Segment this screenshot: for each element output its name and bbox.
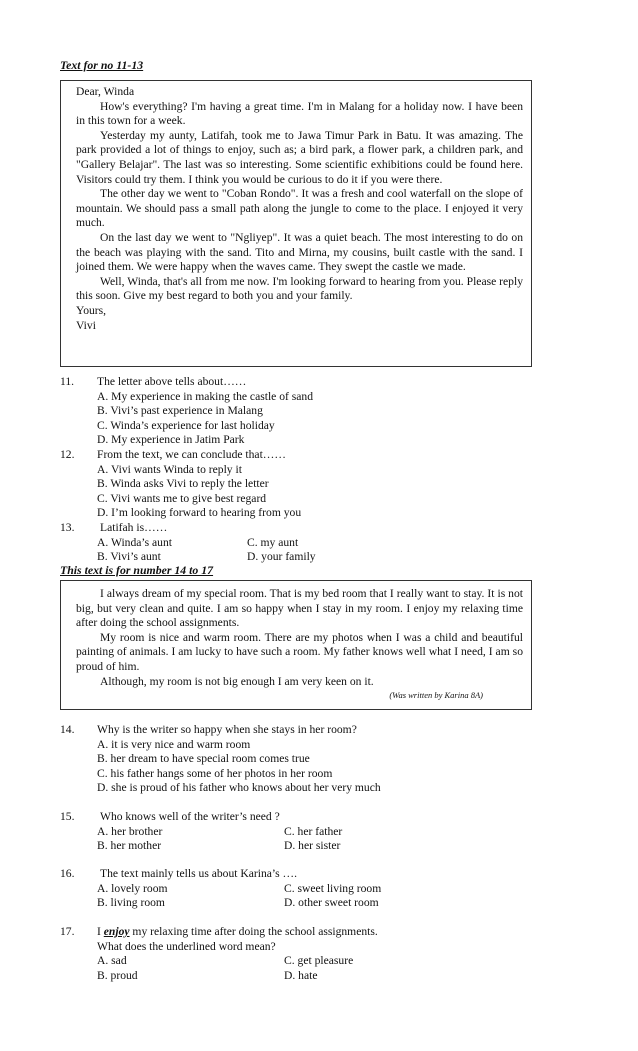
option-a[interactable]: A. Winda’s aunt <box>97 535 172 549</box>
question-13 <box>60 521 620 565</box>
option-c[interactable]: C. Vivi wants me to give best regard <box>97 491 267 505</box>
letter-signature: Vivi <box>76 318 96 332</box>
option-c[interactable]: C. Winda’s experience for last holiday <box>97 418 275 432</box>
option-c[interactable]: C. sweet living room <box>284 881 382 895</box>
option-d[interactable]: D. My experience in Jatim Park <box>97 433 245 447</box>
option-c[interactable]: C. his father hangs some of her photos in her room <box>97 766 333 780</box>
option-b[interactable]: B. her mother <box>97 839 162 853</box>
option-a[interactable]: A. sad <box>97 954 127 968</box>
option-b[interactable]: B. living room <box>97 896 165 910</box>
option-c[interactable]: C. get pleasure <box>284 954 354 968</box>
option-c[interactable]: C. my aunt <box>247 535 299 549</box>
question-text: I enjoy my relaxing time after doing the school assignments. <box>97 925 378 938</box>
reading-text-box <box>60 580 532 710</box>
option-d[interactable]: D. her sister <box>284 839 341 853</box>
option-b[interactable]: B. Vivi’s aunt <box>97 550 161 564</box>
reading-paragraph: Although, my room is not big enough I am very keen on it. <box>100 674 374 688</box>
question-number: 16. <box>60 867 75 880</box>
letter-paragraph: Yesterday my aunty, Latifah, took me to Jawa Timur Park in Batu. It was amazing. The park provided a lot of things to enjoy, such as; a bird park, a flower park, a children park, and "Gallery Belajar". The last was so interesting. Some scientific exhibitions could be found here. Visitors could try them. I think you would be curious to do it if you were there. <box>76 128 523 186</box>
option-b[interactable]: B. Winda asks Vivi to reply the letter <box>97 477 269 491</box>
question-number: 12. <box>60 448 75 461</box>
question-text: The letter above tells about…… <box>97 375 247 388</box>
option-a[interactable]: A. lovely room <box>97 881 168 895</box>
question-17 <box>60 925 620 983</box>
byline: (Was written by Karina 8A) <box>389 690 483 701</box>
option-b[interactable]: B. proud <box>97 968 138 982</box>
letter-paragraph: On the last day we went to "Ngliyep". It was a quiet beach. The most interesting to do on the beach was playing with the sand. Tito and Mirna, my cousins, built castle with the sand. I joined them. We were happy when the waves came. They swept the castle we made. <box>76 230 523 274</box>
option-a[interactable]: A. My experience in making the castle of sand <box>97 389 314 403</box>
question-text: Latifah is…… <box>100 521 168 534</box>
question-11 <box>60 375 620 448</box>
question-text: Who knows well of the writer’s need ? <box>100 810 280 823</box>
question-number: 15. <box>60 810 75 823</box>
question-number: 17. <box>60 925 75 938</box>
option-d[interactable]: D. your family <box>247 550 316 564</box>
option-d[interactable]: D. other sweet room <box>284 896 379 910</box>
letter-greeting: Dear, Winda <box>76 85 135 98</box>
option-d[interactable]: D. I’m looking forward to hearing from you <box>97 506 302 520</box>
letter-paragraph: How's everything? I'm having a great time. I'm in Malang for a holiday now. I have been in this town for a week. <box>76 99 523 128</box>
option-a[interactable]: A. it is very nice and warm room <box>97 737 251 751</box>
section-heading-14-17: This text is for number 14 to 17 <box>60 563 214 577</box>
section-heading-11-13: Text for no 11-13 <box>60 58 144 72</box>
question-12 <box>60 448 620 521</box>
reading-paragraph: I always dream of my special room. That is my bed room that I really want to stay. It is not big, but very clean and quite. I am so happy when I stay in my room. I enjoy my relaxing time after doing the school assignments. <box>76 587 523 630</box>
question-number: 11. <box>60 375 75 388</box>
letter-paragraph: Well, Winda, that's all from me now. I'm looking forward to hearing from you. Please reply this soon. Give my best regard to both you and your family. <box>76 274 523 303</box>
question-number: 14. <box>60 723 75 736</box>
letter-box <box>60 80 532 367</box>
letter-paragraph: The other day we went to "Coban Rondo". It was a fresh and cool waterfall on the slope of mountain. We should pass a small path along the jungle to come to the place. I enjoyed it very much. <box>76 187 523 230</box>
question-14 <box>60 723 620 796</box>
letter-closing: Yours, <box>76 303 107 317</box>
option-d[interactable]: D. she is proud of his father who knows about her very much <box>97 781 381 795</box>
underlined-word: enjoy <box>103 925 130 938</box>
option-c[interactable]: C. her father <box>284 824 343 838</box>
option-b[interactable]: B. Vivi’s past experience in Malang <box>97 404 263 418</box>
question-text: From the text, we can conclude that…… <box>97 448 286 461</box>
question-text: The text mainly tells us about Karina’s …. <box>100 867 298 880</box>
option-d[interactable]: D. hate <box>284 968 318 982</box>
question-16 <box>60 867 620 911</box>
option-a[interactable]: A. her brother <box>97 824 163 838</box>
reading-paragraph: My room is nice and warm room. There are my photos when I was a child and beautiful painting of animals. I am lucky to have such a room. My father knows well what I need, I am so proud of him. <box>76 630 523 673</box>
question-15 <box>60 810 620 854</box>
option-a[interactable]: A. Vivi wants Winda to reply it <box>97 462 242 476</box>
question-subtext: What does the underlined word mean? <box>97 939 276 953</box>
question-number: 13. <box>60 521 75 534</box>
option-b[interactable]: B. her dream to have special room comes true <box>97 752 310 766</box>
question-text: Why is the writer so happy when she stays in her room? <box>97 723 357 736</box>
